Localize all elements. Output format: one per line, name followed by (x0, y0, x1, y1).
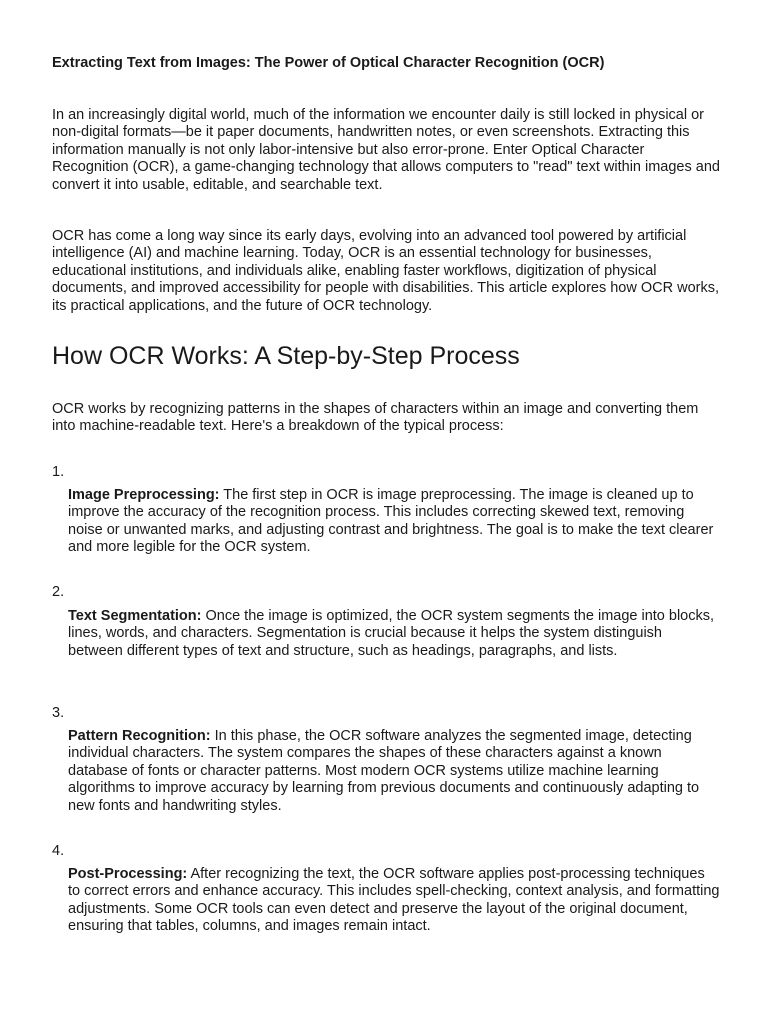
step-label-4: Post-Processing: (68, 866, 188, 882)
intro-paragraph-1: In an increasingly digital world, much of the information we encounter daily is still locked in physical or non-digital formats—be it paper documents, handwritten notes, or even screenshots. Extracting this information manually is not only labor-intensive but also error-prone. Enter Optical Character Recognition (OCR), a game-changing technology that allows computers to "read" text within images and convert it into usable, editable, and searchable text. (52, 107, 720, 193)
step-item-3 (68, 728, 720, 815)
step-text-2: Once the image is optimized, the OCR system segments the image into blocks, lines, words, and characters. Segmentation is crucial because it helps the system distinguish between different types of text and structure, such as headings, paragraphs, and lists. (68, 608, 715, 659)
step-text-4: After recognizing the text, the OCR software applies post-processing techniques to correct errors and enhance accuracy. This includes spell-checking, context analysis, and formatting adjustments. Some OCR tools can even detect and preserve the layout of the original document, ensuring that tables, columns, and images remain intact. (68, 866, 720, 935)
step-item-2 (68, 608, 720, 660)
step-text-3: In this phase, the OCR software analyzes the segmented image, detecting individual characters. The system compares the shapes of these characters against a known database of fonts or character patterns. Most modern OCR systems utilize machine learning algorithms to improve accuracy by learning from previous documents and continuously adapting to new fonts and handwriting styles. (68, 728, 700, 814)
step-text-1: The first step in OCR is image preprocessing. The image is cleaned up to improve the accuracy of the recognition process. This includes correcting skewed text, removing noise or unwanted marks, and adjusting contrast and brightness. The goal is to make the text clearer and more legible for the OCR system. (68, 487, 714, 556)
section-heading: How OCR Works: A Step-by-Step Process (52, 342, 520, 370)
step-item-4 (68, 866, 720, 936)
step-label-1: Image Preprocessing: (68, 487, 220, 503)
step-number-4: 4. (52, 843, 65, 859)
step-label-2: Text Segmentation: (68, 608, 202, 624)
step-number-2: 2. (52, 584, 65, 600)
step-number-1: 1. (52, 464, 65, 480)
step-label-3: Pattern Recognition: (68, 728, 211, 744)
document-title: Extracting Text from Images: The Power of Optical Character Recognition (OCR) (52, 55, 605, 71)
section-intro-paragraph: OCR works by recognizing patterns in the shapes of characters within an image and converting them into machine-readable text. Here's a breakdown of the typical process: (52, 401, 699, 435)
step-item-1 (68, 487, 720, 557)
intro-paragraph-2: OCR has come a long way since its early days, evolving into an advanced tool powered by artificial intelligence (AI) and machine learning. Today, OCR is an essential technology for businesses, educational institutions, and individuals alike, enabling faster workflows, digitization of physical documents, and improved accessibility for people with disabilities. This article explores how OCR works, its practical applications, and the future of OCR technology. (52, 228, 720, 314)
step-number-3: 3. (52, 705, 65, 721)
